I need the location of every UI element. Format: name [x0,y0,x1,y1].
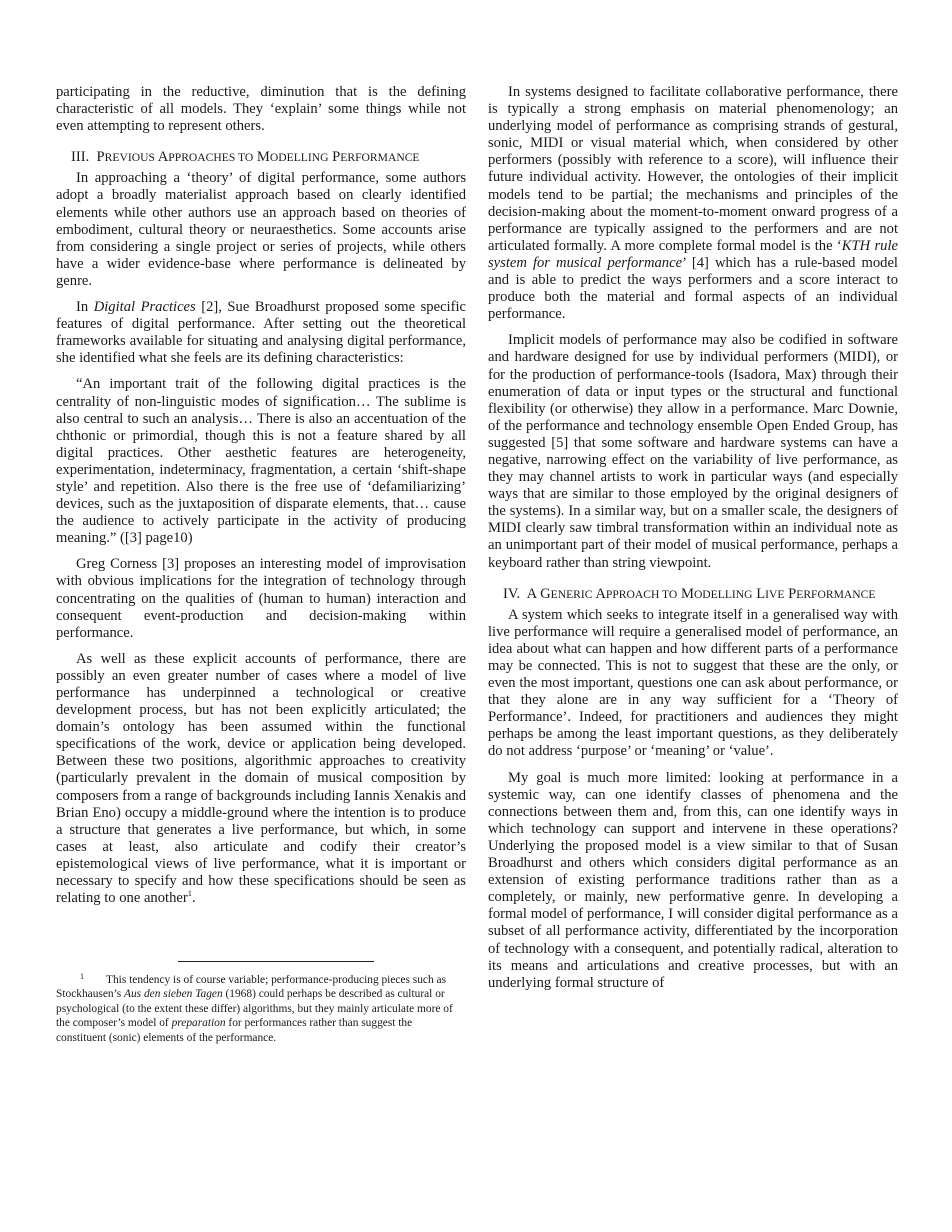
paragraph: As well as these explicit accounts of performance, there are possibly an even greater number of cases where a model of live performance has underpinned a technological or creative development process, but has not been explicitly articulated; the domain’s ontology has been assumed within the functional specifications of the work, device or application being developed. Between these two positions, algorithmic approaches to creativity (particularly prevalent in the domain of musical composition by composers from a range of backgrounds including Iannis Xenakis and Brian Eno) occupy a middle-ground where the intention is to produce a structure that generates a live performance, but which, in some cases at least, also articulate and codify their creator’s epistemological views of live performance, what it is important or necessary to specify and how these specifications should be seen as relating to one another$^1$. [56,650,466,907]
footnote: $^1$ This tendency is of course variable; performance-producing pieces such as Stockhausen’s Aus den sieben Tagen (1968) could perhaps be described as cultural or psychological (to the extent these differ) algorithms, but they mainly articulate more of the composer’s model of preparation for performances rather than suggest the constituent (sonic) elements of the performance. [56,972,453,1044]
paragraph: In systems designed to facilitate collaborative performance, there is typically a strong emphasis on material phenomenology; an underlying model of performance as comprising strands of gestural, sonic, MIDI or visual material which, when considered by other performers (possibly with reference to a score), will influence their future individual activity. However, the ontologies of their implicit models tend to be partial; the mechanisms and principles of the decision-making about the moment-to-moment onward progress of a performance are typically assigned to the performers and are not articulated formally. A more complete formal model is the ‘KTH rule system for musical performance’ [4] which has a rule-based model and is able to predict the ways performers and a score interact to produce both the material and formal aspects of an individual performance. [488,84,898,323]
paragraph: Implicit models of performance may also be codified in software and hardware designed for use by individual performers (MIDI), or for the production of performance-tools (Isadora, Max) through their enumeration of data or input types or the structural and functional flexibility (or otherwise) they allow in a performance. Marc Downie, of the performance and technology ensemble Open Ended Group, has suggested [5] that some software and hardware systems can have a negative, narrowing effect on the variability of live performance, as they may channel artists to work in particular ways (and especially ways that are similar to those employed by the original designers of the systems). In a similar way, but on a smaller scale, the designers of MIDI clearly saw timbral transformation within an individual note as an unimportant part of their model of musical performance, perhaps a keyboard rather than string viewpoint. [488,332,898,571]
intro-paragraph: participating in the reductive, diminution that is the defining characteristic of all models. They ‘explain’ some things while not even attempting to represent others. [56,84,466,135]
system-name: KTH rule system for musical performance [488,237,898,271]
book-title: Digital Practices [93,299,196,316]
paragraph: In approaching a ‘theory’ of digital performance, some authors adopt a broadly materialist approach based on clearly identified elements while other authors use an approach based on theories of embodiment, cultural theory or neuraesthetics. Some accounts arise from considering a single project or series of projects, while others have a wider evidence-base where performance is delineated by genre. [56,170,466,289]
right-column [488,84,898,1001]
paragraph: In Digital Practices [2], Sue Broadhurst proposed some specific features of digital performance. After setting out the theoretical frameworks available for situating and analysing digital performance, she identified what she feels are its defining characteristics: [56,299,466,367]
section-heading-3: III. PREVIOUS APPROACHES TO MODELLING PERFORMANCE [71,149,420,166]
footnote-mark: 1 [80,972,84,981]
footnote-separator [178,961,374,962]
block-quote: “An important trait of the following digital practices is the centrality of non-linguistic modes of signification… The sublime is also central to such an analysis… There is also an accentuation of the chthonic or primordial, though this is not a feature shared by all digital practices. Other aesthetic features are heterogeneity, experimentation, indeterminacy, fragmentation, a certain ‘shift-shape style’ and repetition. Also there is the free use of ‘defamiliarizing’ devices, such as the juxtaposition of disparate elements, that… cause the audience to actively participate in the activity of producing meaning.” ([3] page10) [56,376,466,547]
footnote-reference[interactable]: 1 [187,888,192,899]
paragraph: A system which seeks to integrate itself in a generalised way with live performance will require a generalised model of performance, an idea about what can happen and how different parts of a performance may be connected. This is not to suggest that these are the only, or even the most important, questions one can ask about performance, or that they alone are in any way sufficient for a ‘Theory of Performance’. Indeed, for practitioners and audiences they might perhaps be among the least important questions, as they deliberately do not address ‘purpose’ or ‘meaning’ or ‘value’. [488,606,898,760]
paragraph: Greg Corness [3] proposes an interesting model of improvisation with obvious implications for the integration of technology through concentrating on the qualities of (human to human) interaction and consequent event-production and decision-making within performance. [56,556,466,641]
section-heading-4: IV. A GENERIC APPROACH TO MODELLING LIVE PERFORMANCE [503,585,876,602]
left-column [56,84,466,916]
paragraph: My goal is much more limited: looking at performance in a systemic way, can one identify classes of phenomena and the connections between them and, from this, can one identify ways in which technology can support and intervene in these operations? Underlying the proposed model is a view similar to that of Susan Broadhurst and others which considers digital performance as an extension of existing performance traditions rather than as a completely, or mainly, new performative genre. In developing a formal model of performance, I will consider digital performance as a subset of all performance activity, differentiated by the incorporation of technology with a consequent, and potentially radical, alteration to its means and articulations and creative processes, but with an underlying formal structure of [488,769,898,991]
